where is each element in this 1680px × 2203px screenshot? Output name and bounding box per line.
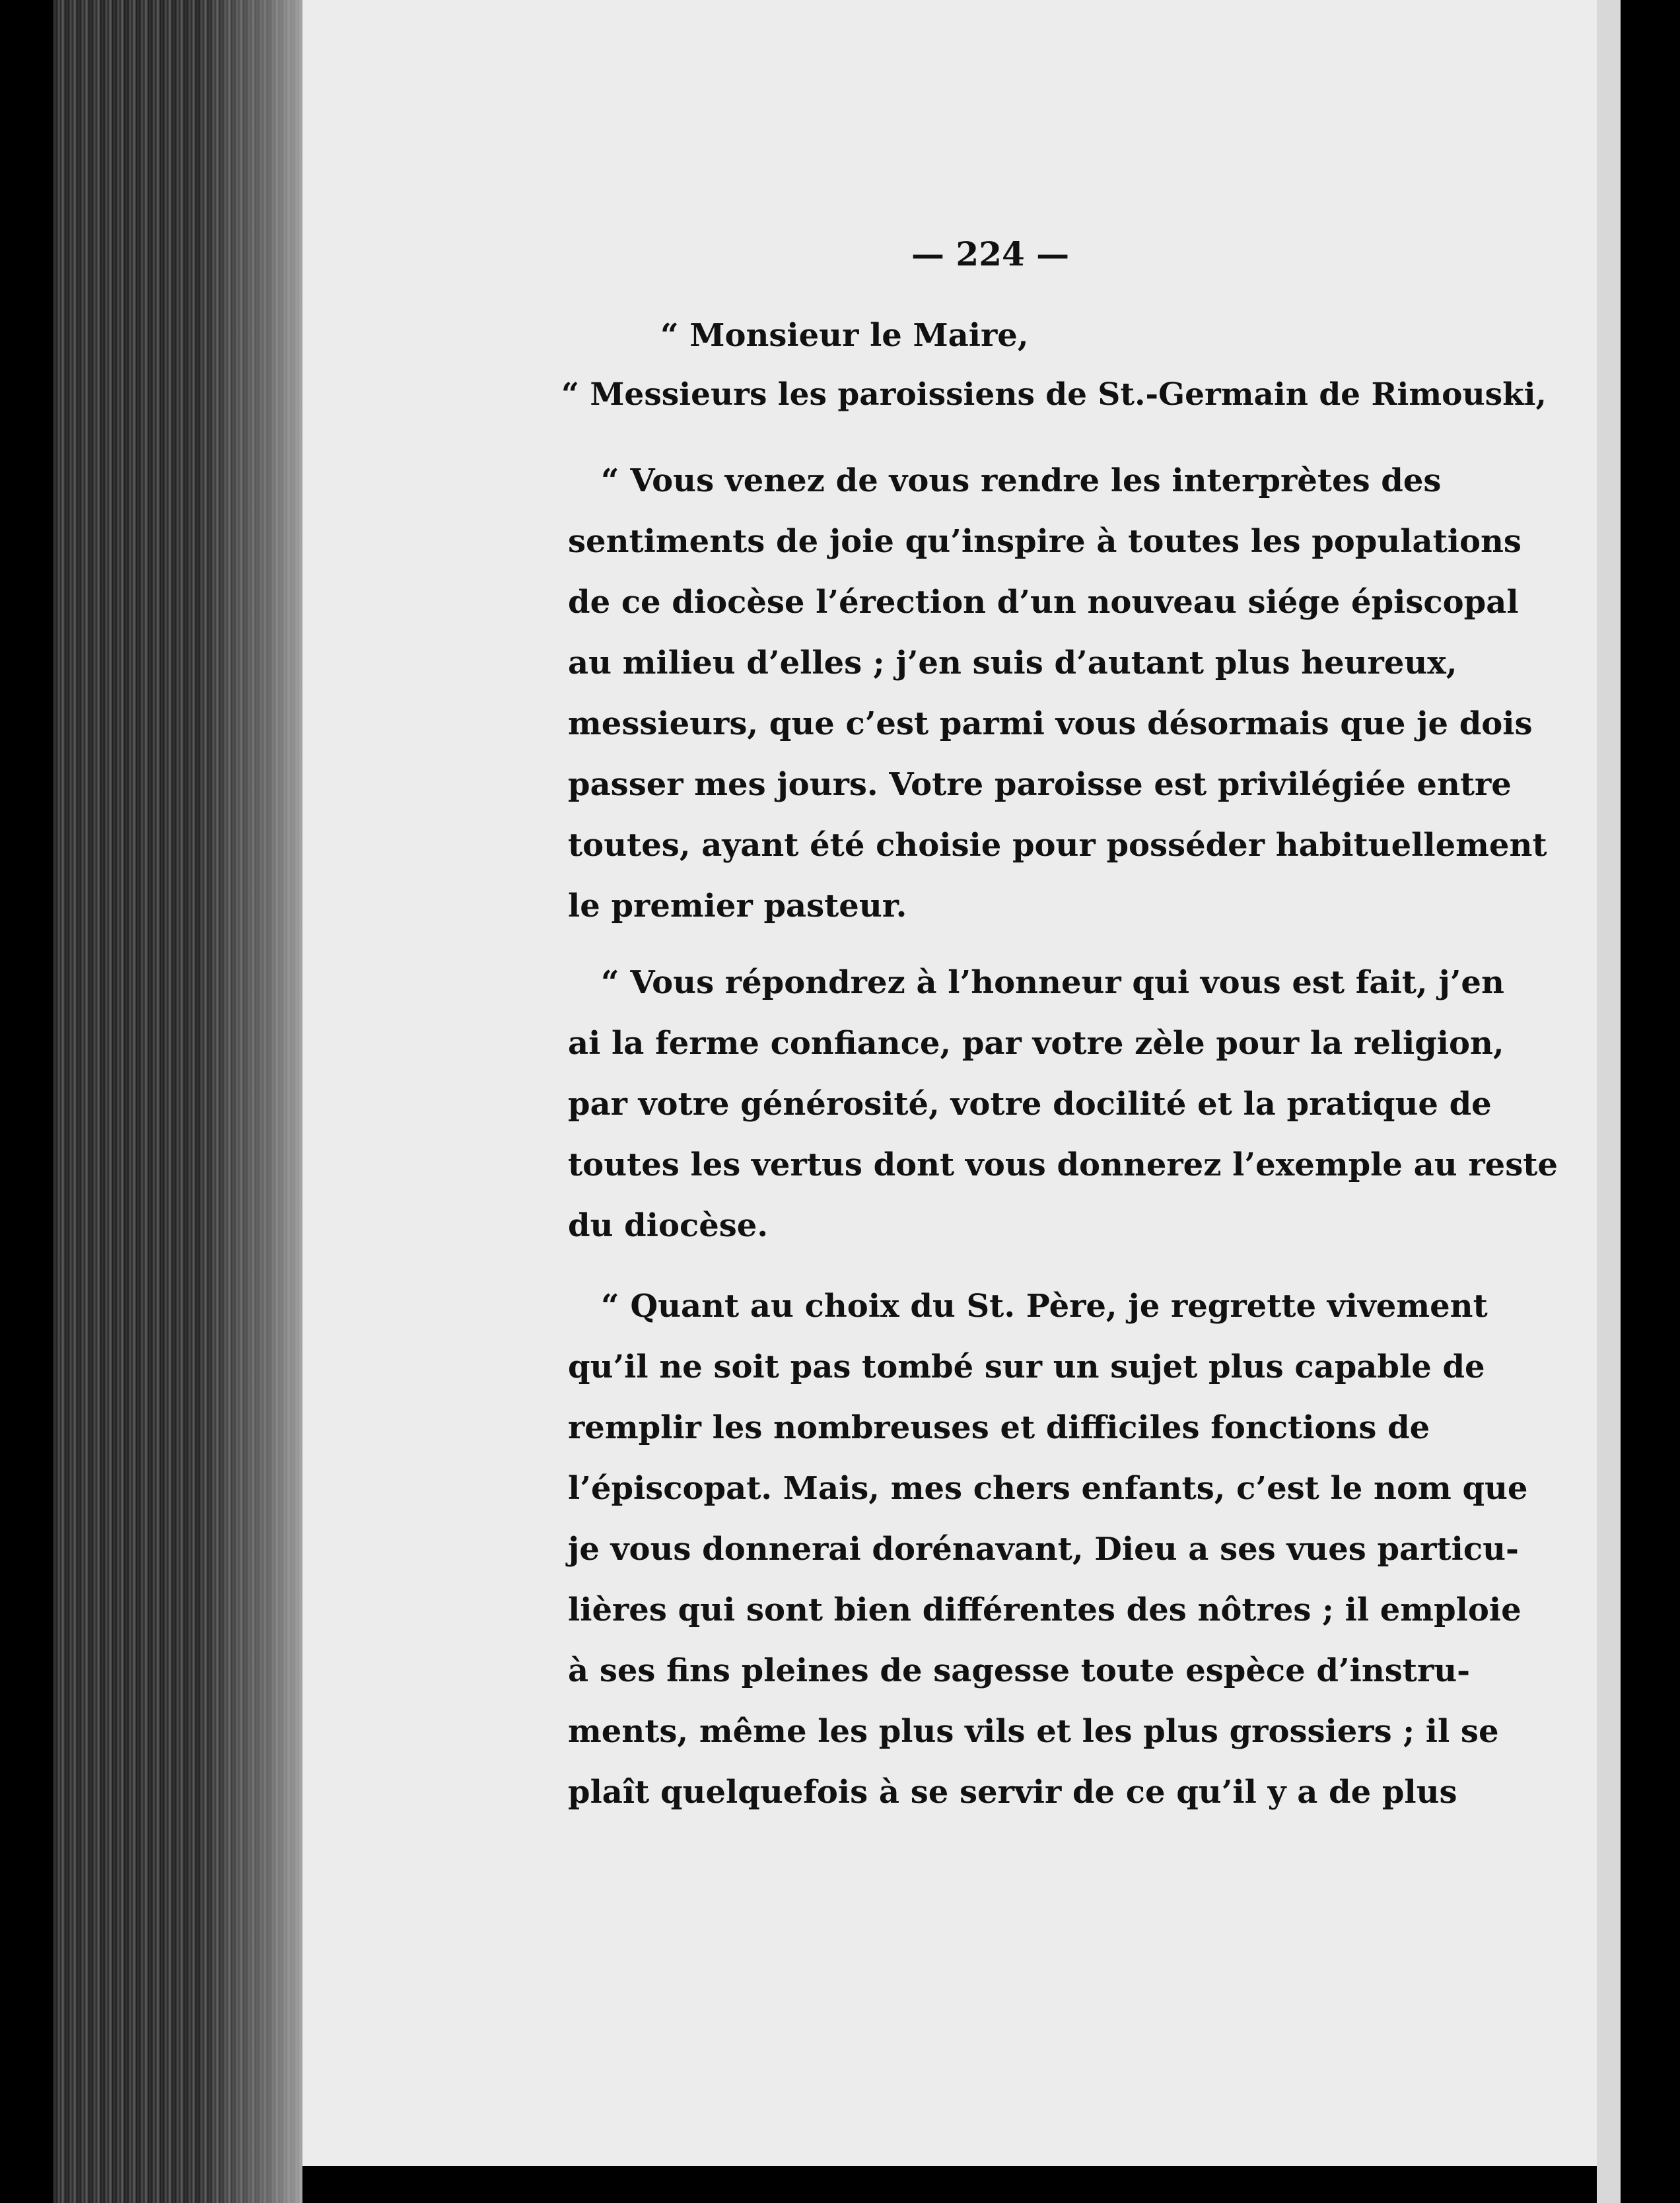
paragraph-2-line-3: par votre générosité, votre docilité et la pratique de bbox=[568, 1086, 1492, 1123]
page-border-bottom bbox=[302, 2166, 1597, 2203]
paragraph-3-line-2: qu’il ne soit pas tombé sur un sujet plus capable de bbox=[568, 1348, 1485, 1385]
page-edge bbox=[1597, 0, 1621, 2203]
paragraph-3-line-5: je vous donnerai dorénavant, Dieu a ses vues particu- bbox=[568, 1531, 1519, 1568]
spine-shadow bbox=[198, 0, 310, 2203]
paragraph-3-line-8: ments, même les plus vils et les plus grossiers ; il se bbox=[568, 1713, 1499, 1750]
paragraph-1-line-8: le premier pasteur. bbox=[568, 888, 907, 925]
paragraph-1-line-2: sentiments de joie qu’inspire à toutes les populations bbox=[568, 523, 1522, 560]
salutation-line-1: “ Monsieur le Maire, bbox=[660, 317, 1029, 354]
paragraph-3-line-3: remplir les nombreuses et difficiles fonctions de bbox=[568, 1409, 1430, 1446]
salutation-line-2: “ Messieurs les paroissiens de St.-Germain de Rimouski, bbox=[561, 376, 1547, 413]
paragraph-3-line-1: “ Quant au choix du St. Père, je regrette vivement bbox=[601, 1288, 1488, 1325]
paragraph-3-line-7: à ses fins pleines de sagesse toute espèce d’instru- bbox=[568, 1652, 1471, 1689]
paragraph-3-line-4: l’épiscopat. Mais, mes chers enfants, c’est le nom que bbox=[568, 1470, 1528, 1507]
paragraph-2-line-4: toutes les vertus dont vous donnerez l’exemple au reste bbox=[568, 1146, 1558, 1183]
paragraph-1-line-4: au milieu d’elles ; j’en suis d’autant plus heureux, bbox=[568, 645, 1457, 682]
paragraph-3-line-6: lières qui sont bien différentes des nôtres ; il emploie bbox=[568, 1591, 1522, 1628]
paragraph-1-line-5: messieurs, que c’est parmi vous désormais que je dois bbox=[568, 705, 1533, 742]
paragraph-1-line-6: passer mes jours. Votre paroisse est privilégiée entre bbox=[568, 766, 1512, 803]
paragraph-2-line-1: “ Vous répondrez à l’honneur qui vous est fait, j’en bbox=[601, 964, 1504, 1001]
paragraph-3-line-9: plaît quelquefois à se servir de ce qu’il y a de plus bbox=[568, 1774, 1457, 1811]
paragraph-1-line-1: “ Vous venez de vous rendre les interprètes des bbox=[601, 462, 1442, 499]
page-border-right bbox=[1621, 0, 1680, 2203]
paragraph-2-line-2: ai la ferme confiance, par votre zèle pour la religion, bbox=[568, 1025, 1504, 1062]
paragraph-2-line-5: du diocèse. bbox=[568, 1207, 769, 1244]
paragraph-1-line-7: toutes, ayant été choisie pour posséder habituellement bbox=[568, 827, 1547, 864]
paragraph-1-line-3: de ce diocèse l’érection d’un nouveau siége épiscopal bbox=[568, 584, 1519, 621]
page-number: — 224 — bbox=[911, 234, 1070, 273]
